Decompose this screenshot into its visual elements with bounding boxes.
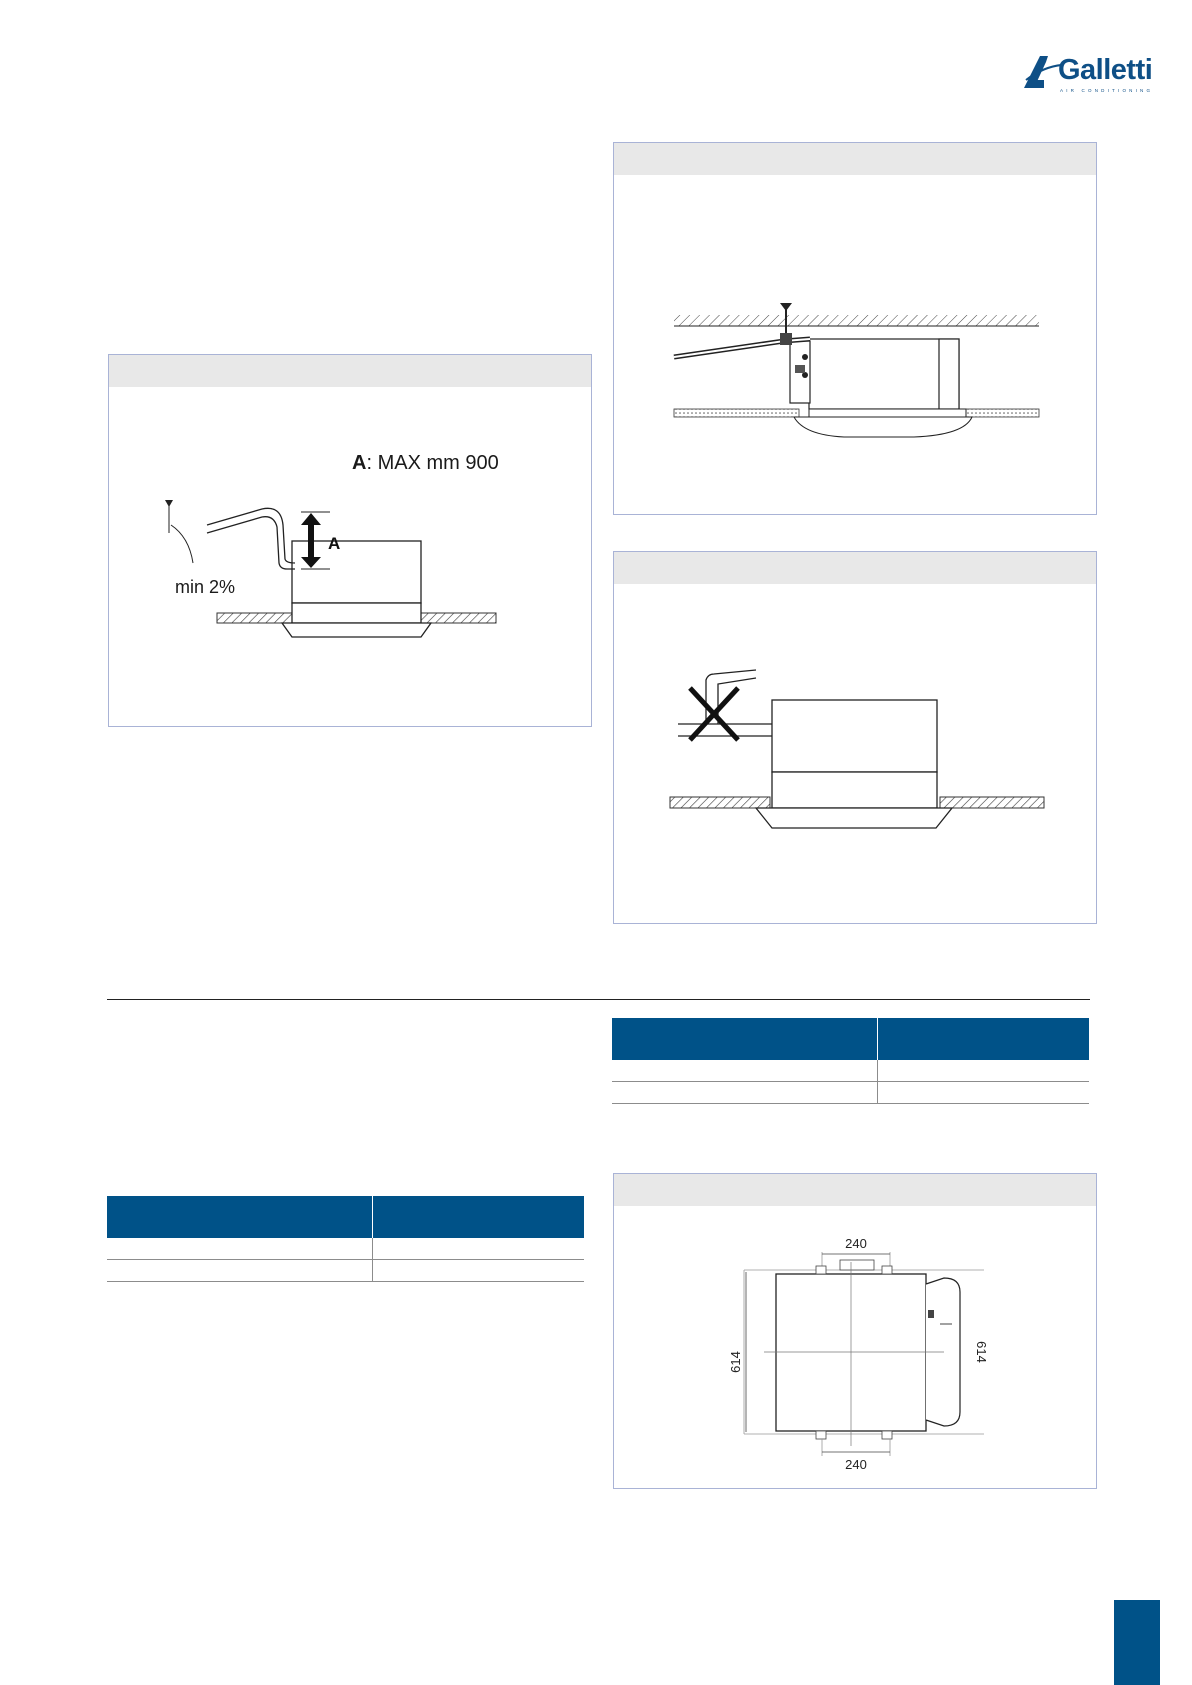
galletti-logo <box>1022 50 1162 98</box>
table-cell <box>878 1082 1090 1104</box>
suspension-drawing <box>614 143 1098 516</box>
table-header-cell <box>612 1018 878 1060</box>
table-cell <box>373 1238 585 1260</box>
table-cell <box>878 1060 1090 1082</box>
spec-table-left <box>107 1196 584 1282</box>
dim-right-614: 614 <box>974 1341 989 1363</box>
dim-left-614: 614 <box>728 1351 743 1373</box>
logo-tagline: AIR CONDITIONING <box>1060 88 1154 93</box>
table-header-row <box>612 1018 1089 1060</box>
table-cell <box>612 1060 878 1082</box>
table-header-cell <box>373 1196 585 1238</box>
table-header-cell <box>878 1018 1090 1060</box>
drain-label-text: : MAX mm 900 <box>366 452 499 474</box>
table-cell <box>612 1082 878 1104</box>
table-row <box>612 1060 1089 1082</box>
table-row <box>612 1082 1089 1104</box>
table-cell <box>107 1238 373 1260</box>
spec-table-right <box>612 1018 1089 1104</box>
drain-height-drawing <box>109 355 593 728</box>
table-row <box>107 1260 584 1282</box>
table-header-cell <box>107 1196 373 1238</box>
slope-label: min 2% <box>175 577 236 597</box>
logo-wordmark: Galletti <box>1058 54 1153 86</box>
table-cell <box>373 1260 585 1282</box>
dim-bottom-240: 240 <box>845 1457 867 1472</box>
svg-text:A: MAX mm 900 <box>352 452 499 474</box>
table-header-row <box>107 1196 584 1238</box>
dimensions-drawing <box>614 1174 1098 1490</box>
dim-letter-a: A <box>328 534 341 553</box>
figure-suspension <box>613 142 1097 515</box>
figure-dimensions <box>613 1173 1097 1489</box>
table-row <box>107 1238 584 1260</box>
section-divider <box>107 999 1090 1000</box>
drain-label-letter: A <box>352 452 367 474</box>
page-number-tab <box>1114 1600 1160 1685</box>
logo-mark-icon <box>1022 50 1062 96</box>
figure-drain-height <box>108 354 592 727</box>
figure-wrong-connection <box>613 551 1097 924</box>
dim-top-240: 240 <box>845 1236 867 1251</box>
wrong-connection-drawing <box>614 552 1098 925</box>
table-cell <box>107 1260 373 1282</box>
